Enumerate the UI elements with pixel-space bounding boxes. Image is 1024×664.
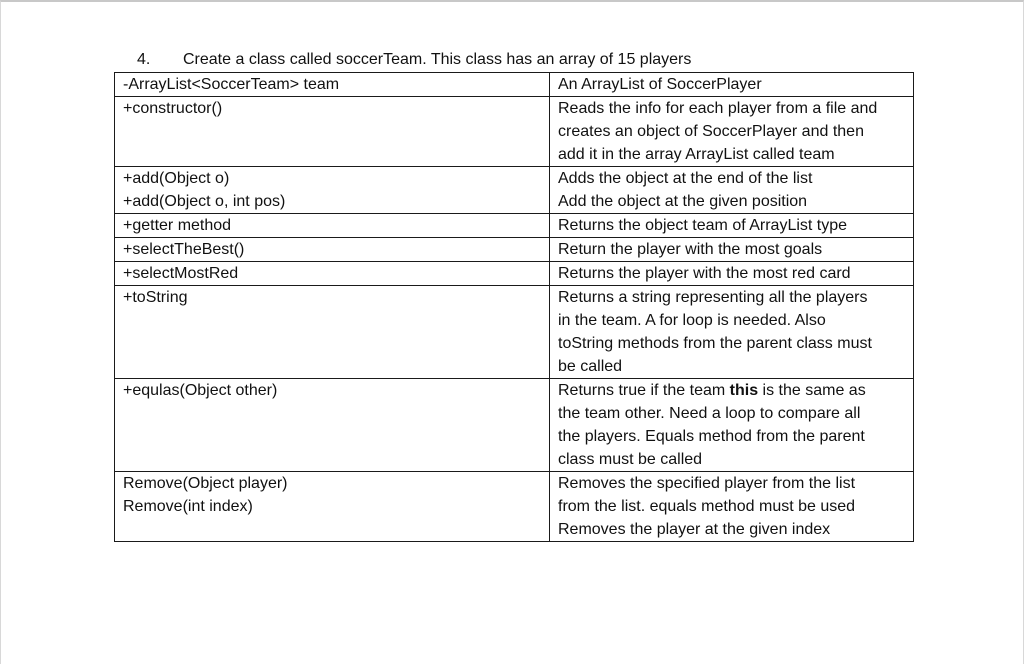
member-text: +toString	[123, 289, 188, 306]
description-text: in the team. A for loop is needed. Also	[558, 312, 826, 329]
table-row	[115, 379, 914, 472]
member-cell	[115, 214, 550, 238]
description-text: is the same as	[758, 382, 866, 399]
member-cell	[115, 73, 550, 97]
member-text: +getter method	[123, 217, 232, 234]
description-cell	[550, 262, 914, 286]
member-cell	[115, 286, 550, 379]
description-text: be called	[558, 358, 623, 375]
question-heading	[137, 49, 691, 71]
description-text: Reads the info for each player from a file and	[558, 100, 878, 117]
description-cell	[550, 214, 914, 238]
description-text: An ArrayList of SoccerPlayer	[558, 76, 762, 93]
question-number: 4.	[137, 51, 151, 68]
class-spec-table	[114, 72, 914, 542]
member-cell	[115, 472, 550, 542]
description-cell	[550, 286, 914, 379]
description-text: Returns the object team of ArrayList type	[558, 217, 848, 234]
member-cell	[115, 262, 550, 286]
table-row	[115, 472, 914, 542]
question-text: Create a class called soccerTeam. This class has an array of 15 players	[183, 51, 692, 68]
description-text: add it in the array ArrayList called team	[558, 146, 835, 163]
member-text: Remove(int index)	[123, 498, 253, 515]
description-text: toString methods from the parent class must	[558, 335, 872, 352]
description-cell	[550, 73, 914, 97]
member-text: +add(Object o)	[123, 170, 230, 187]
member-text: +selectMostRed	[123, 265, 239, 282]
description-text: Return the player with the most goals	[558, 241, 823, 258]
member-text: +constructor()	[123, 100, 223, 117]
member-text: +add(Object o, int pos)	[123, 193, 286, 210]
description-text: Removes the specified player from the list	[558, 475, 856, 492]
table-row	[115, 167, 914, 214]
description-bold-keyword: this	[729, 382, 759, 399]
description-text: Removes the player at the given index	[558, 521, 831, 538]
member-text: +selectTheBest()	[123, 241, 245, 258]
description-cell	[550, 97, 914, 167]
description-text: the team other. Need a loop to compare all	[558, 405, 861, 422]
description-text: Returns true if the team	[558, 382, 730, 399]
member-cell	[115, 167, 550, 214]
member-cell	[115, 379, 550, 472]
table-row	[115, 97, 914, 167]
description-cell	[550, 379, 914, 472]
member-cell	[115, 238, 550, 262]
table-row	[115, 286, 914, 379]
member-cell	[115, 97, 550, 167]
table-row	[115, 262, 914, 286]
description-text: the players. Equals method from the parent	[558, 428, 865, 445]
table-row	[115, 214, 914, 238]
table-row	[115, 238, 914, 262]
description-first-line	[558, 379, 905, 402]
description-cell	[550, 472, 914, 542]
member-text: -ArrayList<SoccerTeam> team	[123, 76, 340, 93]
description-cell	[550, 167, 914, 214]
member-text: Remove(Object player)	[123, 475, 288, 492]
description-text: Adds the object at the end of the list	[558, 170, 813, 187]
description-text: class must be called	[558, 451, 703, 468]
member-text: +equlas(Object other)	[123, 382, 278, 399]
description-text: from the list. equals method must be used	[558, 498, 856, 515]
description-text: creates an object of SoccerPlayer and then	[558, 123, 864, 140]
description-text: Returns the player with the most red card	[558, 265, 851, 282]
description-cell	[550, 238, 914, 262]
table-row	[115, 73, 914, 97]
description-text: Returns a string representing all the players	[558, 289, 868, 306]
description-text: Add the object at the given position	[558, 193, 808, 210]
